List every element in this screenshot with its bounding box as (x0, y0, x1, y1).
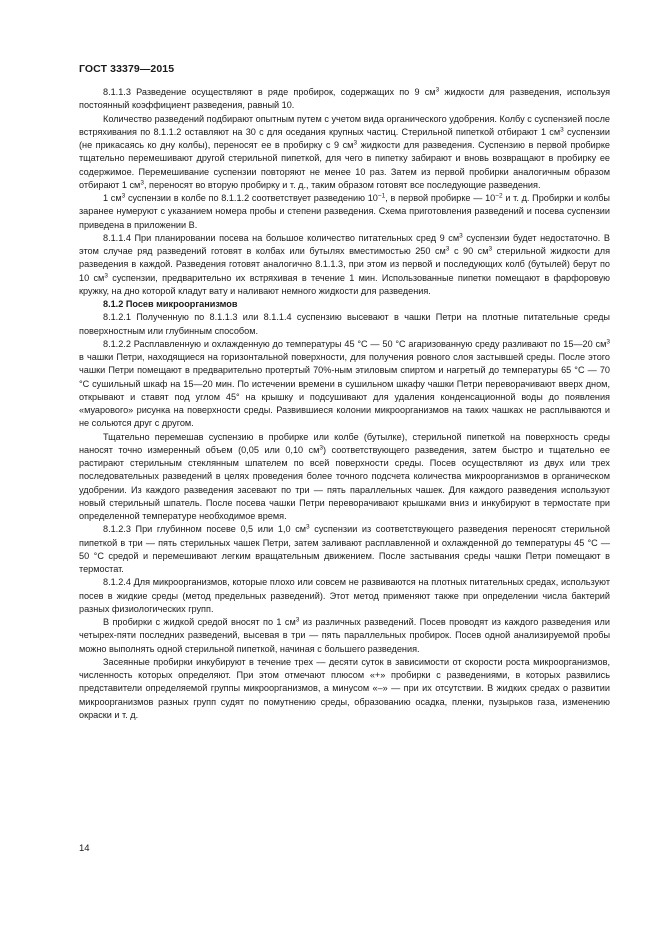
paragraph-8-1-2-4: 8.1.2.4 Для микроорганизмов, которые плохо или совсем не развиваются на плотных питательных средах, используют посев в жидкие среды (метод предельных разведений). Этот метод применяют также при определении числа бактерий разных физиологических групп. (79, 577, 610, 614)
paragraph-8-1-1-3: 8.1.1.3 Разведение осуществляют в ряде пробирок, содержащих по 9 $см^3$ жидкости для разведения, используя постоянный коэффициент разведения, равный 10. (79, 86, 611, 111)
paragraph-8-1-2-1: 8.1.2.1 Полученную по 8.1.1.3 или 8.1.1.4 суспензию высевают в чашки Петри на плотные питательные среды поверхностным или глубинным способом. (79, 312, 610, 336)
paragraph-8-1-2-3: 8.1.2.3 При глубинном посеве 0,5 или 1,0 $см^3$ суспензии из соответствующего разведения переносят стерильной пипеткой в три — пять стерильных чашек Петри, затем заливают расплавленной и охлажденной до температуры 45 °С — 50 °С средой и перемешивают легким вращательным движением. После застывания среды чашки Петри помещают в термостат. (79, 523, 610, 574)
paragraph-dilution-degree: 1 $см^3$ суспензии в колбе по 8.1.1.2 соответствует разведению $10^{-1}$, в первой пробирке — $10^{-2}$ и т. д. Пробирки и колбы заранее нумеруют с указанием номера пробы и степени разведения. Схема приготовления разведений и посева суспензии приведена в приложении В. (79, 192, 610, 230)
section-heading-8-1-2: 8.1.2 Посев микроорганизмов (103, 299, 238, 309)
paragraph-8-1-1-4: 8.1.1.4 При планировании посева на большое количество питательных сред 9 $см^3$ суспензии будет недостаточно. В этом случае ряд разведений готовят в колбах или бутылях вместимостью 250 $см^3$ с 90 $см^3$ стерильной жидкости для разведения в каждой. Разведения готовят аналогично 8.1.1.3, при этом из первой и последующих колб (бутылей) берут по 10 $см^3$ суспензии, предварительно их встряхивая в течение 1 мин. Использованные пипетки помещают в фарфоровую кружку, на дно которой кладут вату и наливают немного жидкости для разведения. (79, 232, 611, 296)
page-number: 14 (79, 843, 90, 854)
paragraph-surface-seeding: Тщательно перемешав суспензию в пробирке или колбе (бутылке), стерильной пипеткой на поверхность среды наносят точно измеренный объем (0,05 или 0,10 $см^3$) соответствующего разведения, затем быстро и тщательно ее растирают стерильным стеклянным шпателем по всей поверхности среды. Посев осуществляют из двух или трех последовательных разведений в целях проведения более точного подсчета количества микроорганизмов в органическом удобрении. Из каждого разведения засевают по три — пять параллельных чашек. Для каждого разведения используют новый стерильный шпатель. После посева чашки Петри переворачивают крышками вниз и инкубируют в термостате при определенной температуре необходимое время. (79, 431, 610, 521)
paragraph-liquid-media: В пробирки с жидкой средой вносят по 1 $см^3$ из различных разведений. Посев проводят из каждого разведения или четырех-пяти последних разведений, высевая в три — пять параллельных пробирок. Посев одной анализируемой пробы можно выполнять одной стерильной пипеткой, начиная с большего разведения. (79, 616, 610, 654)
paragraph-dilution-count: Количество разведений подбирают опытным путем с учетом вида органического удобрения. Колбу с суспензией после встряхивания по 8.1.1.2 оставляют на 30 с для оседания крупных частиц. Стерильной пипеткой отбирают 1 $см^3$ суспензии (не прикасаясь ко дну колбы), переносят ее в пробирку с 9 $см^3$ жидкости для разведения. Суспензию в первой пробирке тщательно перемешивают другой стерильной пипеткой, для чего в пипетку забирают и вновь возвращают в пробирку ее содержимое. Перемешивание суспензии повторяют не менее 10 раз. Затем из первой пробирки аналогичным образом отбирают 1 $см^3$, переносят во вторую пробирку и т. д., таким образом готовят все последующие разведения. (79, 113, 610, 190)
paragraph-8-1-2-2: 8.1.2.2 Расплавленную и охлажденную до температуры 45 °С — 50 °С агаризованную среду разливают по 15—20 $см^3$ в чашки Петри, находящиеся на горизонтальной поверхности, для получения ровного слоя застывшей среды. После этого чашки Петри помещают в предварительно протертый 70%-ным этиловым спиртом и нагретый до температуры 65 °С — 70 °С сушильный шкаф на 15—20 мин. По истечении времени в сушильном шкафу чашки Петри переворачивают вверх дном, открывают и ставят под углом 45° на крышку и подсушивают для удаления конденсационной воды до появления «муарового» рисунка на поверхности среды. Развившиеся колонии микроорганизмов на таких чашках не расплываются и не сольются друг с другом. (79, 338, 610, 429)
document-header: ГОСТ 33379—2015 (79, 63, 175, 75)
document-body (79, 86, 610, 722)
paragraph-incubation: Засеянные пробирки инкубируют в течение трех — десяти суток в зависимости от скорости роста микроорганизмов, численность которых определяют. При этом отмечают плюсом «+» пробирки с разведениями, в которых развились представители определяемой группы микроорганизмов, а минусом «–» — при их отсутствии. В жидких средах о развитии микроорганизмов разных групп судят по помутнению среды, образованию осадка, пленки, пузырьков газа, изменению окраски и т. д. (79, 656, 610, 720)
